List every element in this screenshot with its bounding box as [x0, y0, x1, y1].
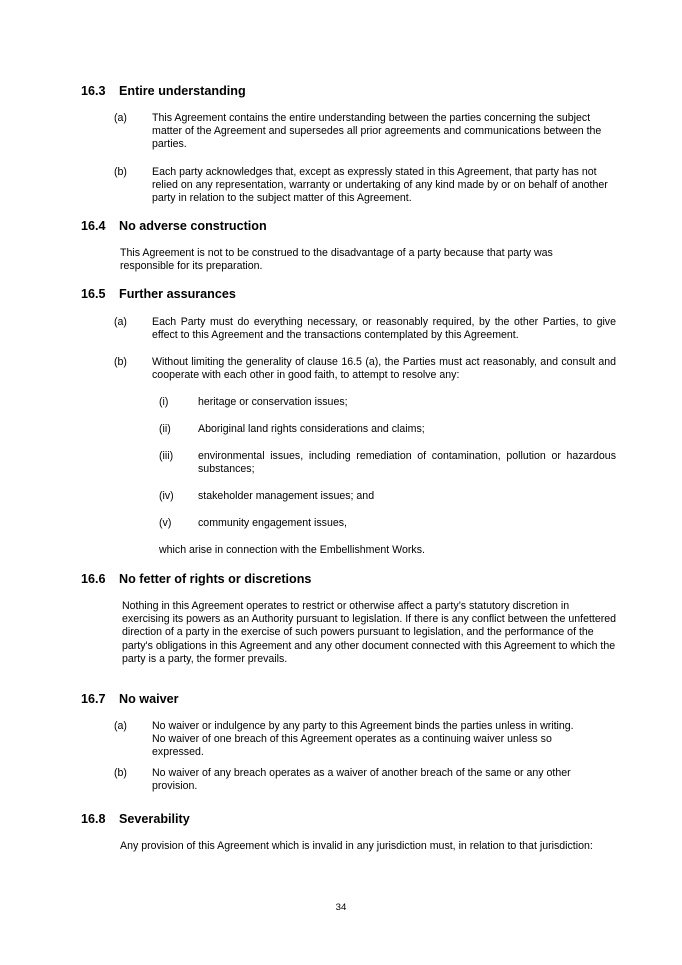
- subitem-label: (v): [159, 517, 172, 529]
- section-text: Any provision of this Agreement which is invalid in any jurisdiction must, in relation to that jurisdiction:: [120, 840, 593, 852]
- section-title: Severability: [119, 812, 190, 826]
- subitem-label: (ii): [159, 423, 171, 435]
- section-title: No fetter of rights or discretions: [119, 572, 312, 586]
- closing-text: which arise in connection with the Embellishment Works.: [159, 544, 425, 556]
- section-heading-16-6: [81, 571, 311, 587]
- section-heading-16-5: [81, 286, 236, 302]
- item-label: (a): [114, 112, 127, 124]
- section-number: 16.6: [81, 572, 106, 586]
- page-number: 34: [335, 902, 347, 913]
- item-label: (a): [114, 720, 127, 732]
- section-title: Further assurances: [119, 287, 236, 301]
- section-heading-16-3: [81, 83, 246, 99]
- subitem-text: Aboriginal land rights considerations and claims;: [198, 423, 425, 435]
- item-label: (b): [114, 767, 127, 779]
- subitem-text: community engagement issues,: [198, 517, 347, 529]
- item-label: (b): [114, 166, 127, 178]
- item-text: No waiver of any breach operates as a waiver of another breach of the same or any other provision.: [152, 767, 571, 793]
- subitem-label: (i): [159, 396, 169, 408]
- section-title: No waiver: [119, 692, 179, 706]
- section-heading-16-7: [81, 691, 179, 707]
- section-number: 16.5: [81, 287, 106, 301]
- section-text: Nothing in this Agreement operates to restrict or otherwise affect a party’s statutory discretion in exercising its powers as an Authority pursuant to legislation. If there is any conflict between the unfettered direction of a party in the exercise of such powers pursuant to legislation, and the performance of the party's obligations in this Agreement and any other document connected with this Agreement to which the party is a party, the former prevails.: [122, 600, 617, 665]
- section-number: 16.3: [81, 84, 106, 98]
- section-title: No adverse construction: [119, 219, 267, 233]
- item-label: (b): [114, 356, 127, 368]
- subitem-label: (iii): [159, 450, 174, 462]
- subitem-text: stakeholder management issues; and: [198, 490, 375, 502]
- subitem-label: (iv): [159, 490, 174, 502]
- subitem-text: heritage or conservation issues;: [198, 396, 348, 408]
- item-text: Each party acknowledges that, except as expressly stated in this Agreement, that party has not relied on any representation, warranty or undertaking of any kind made by or on behalf of another party in relation to the subject matter of this Agreement.: [152, 166, 608, 205]
- section-number: 16.8: [81, 812, 106, 826]
- item-text: Each Party must do everything necessary, or reasonably required, by the other Parties, to give effect to this Agreement and the transactions contemplated by this Agreement.: [152, 316, 616, 342]
- item-text: Without limiting the generality of clause 16.5 (a), the Parties must act reasonably, and consult and cooperate with each other in good faith, to attempt to resolve any:: [152, 356, 616, 382]
- section-text: This Agreement is not to be construed to the disadvantage of a party because that party was responsible for its preparation.: [120, 247, 553, 273]
- section-heading-16-8: [81, 811, 190, 827]
- section-number: 16.4: [81, 219, 106, 233]
- section-heading-16-4: [81, 218, 267, 234]
- subitem-text: environmental issues, including remediation of contamination, pollution or hazardous substances;: [198, 450, 616, 476]
- section-number: 16.7: [81, 692, 106, 706]
- item-label: (a): [114, 316, 127, 328]
- item-text: No waiver or indulgence by any party to this Agreement binds the parties unless in writing. No waiver of one breach of this Agreement operates as a continuing waiver unless so expressed.: [152, 720, 574, 759]
- item-text: This Agreement contains the entire understanding between the parties concerning the subject matter of the Agreement and supersedes all prior agreements and communications between the parties.: [152, 112, 602, 151]
- section-title: Entire understanding: [119, 84, 246, 98]
